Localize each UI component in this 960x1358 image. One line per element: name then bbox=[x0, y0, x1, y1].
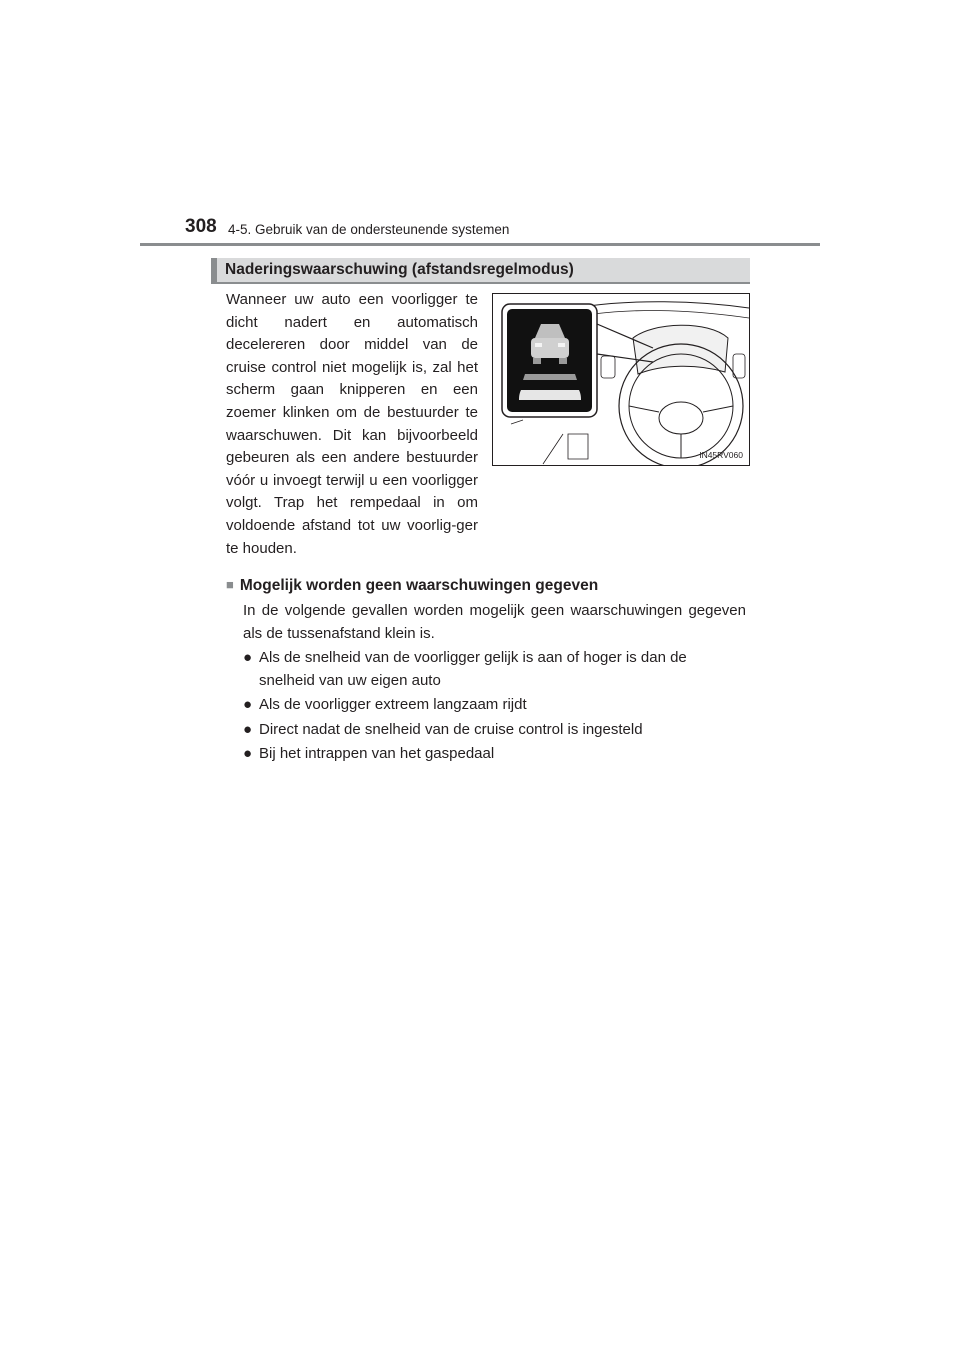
page-number: 308 bbox=[185, 216, 217, 237]
list-item bbox=[243, 694, 746, 717]
illustration-code: IN45RV060 bbox=[699, 450, 743, 460]
square-bullet-icon: ■ bbox=[226, 577, 234, 592]
bullet-dot-icon: ● bbox=[243, 745, 253, 763]
dashboard-drawing bbox=[493, 294, 749, 465]
condition-list bbox=[243, 647, 746, 768]
section-heading-bar bbox=[211, 258, 217, 282]
list-item-text: Bij het intrappen van het gaspedaal bbox=[259, 745, 495, 763]
dashboard-illustration bbox=[492, 293, 750, 466]
list-item-text: Als de snelheid van de voorligger gelijk is aan of hoger is dan de snelheid van uw eigen auto bbox=[259, 649, 687, 689]
bullet-dot-icon: ● bbox=[243, 720, 253, 738]
list-item bbox=[243, 719, 746, 742]
subsection-paragraph: In de volgende gevallen worden mogelijk geen waarschuwingen gegeven als de tussenafstand klein is. bbox=[243, 602, 746, 642]
section-heading-text: Naderingswaarschuwing (afstandsregelmodus) bbox=[225, 261, 574, 278]
section-heading bbox=[211, 258, 750, 284]
chapter-title: 4-5. Gebruik van de ondersteunende systemen bbox=[228, 222, 510, 237]
header-rule bbox=[140, 243, 820, 246]
list-item bbox=[243, 743, 746, 766]
bullet-dot-icon: ● bbox=[243, 696, 253, 714]
list-item-text: Als de voorligger extreem langzaam rijdt bbox=[259, 696, 527, 714]
subsection-heading bbox=[226, 577, 598, 595]
subsection-heading-text: Mogelijk worden geen waarschuwingen gegeven bbox=[239, 577, 599, 594]
list-item-text: Direct nadat de snelheid van de cruise control is ingesteld bbox=[259, 720, 643, 738]
list-item bbox=[243, 647, 746, 692]
bullet-dot-icon: ● bbox=[243, 649, 253, 666]
intro-paragraph: Wanneer uw auto een voorligger te dicht nadert en automatisch decelereren door middel van de cruise control niet mogelijk is, zal het scherm gaan knipperen en een zoemer klinken om de bestuurder te waarschuwen. Dit kan bijvoorbeeld gebeuren als een andere bestuurder vóór u invoegt terwijl u een voorligger volgt. Trap het rempedaal in om voldoende afstand tot uw voorlig-ger te houden. bbox=[226, 291, 478, 557]
